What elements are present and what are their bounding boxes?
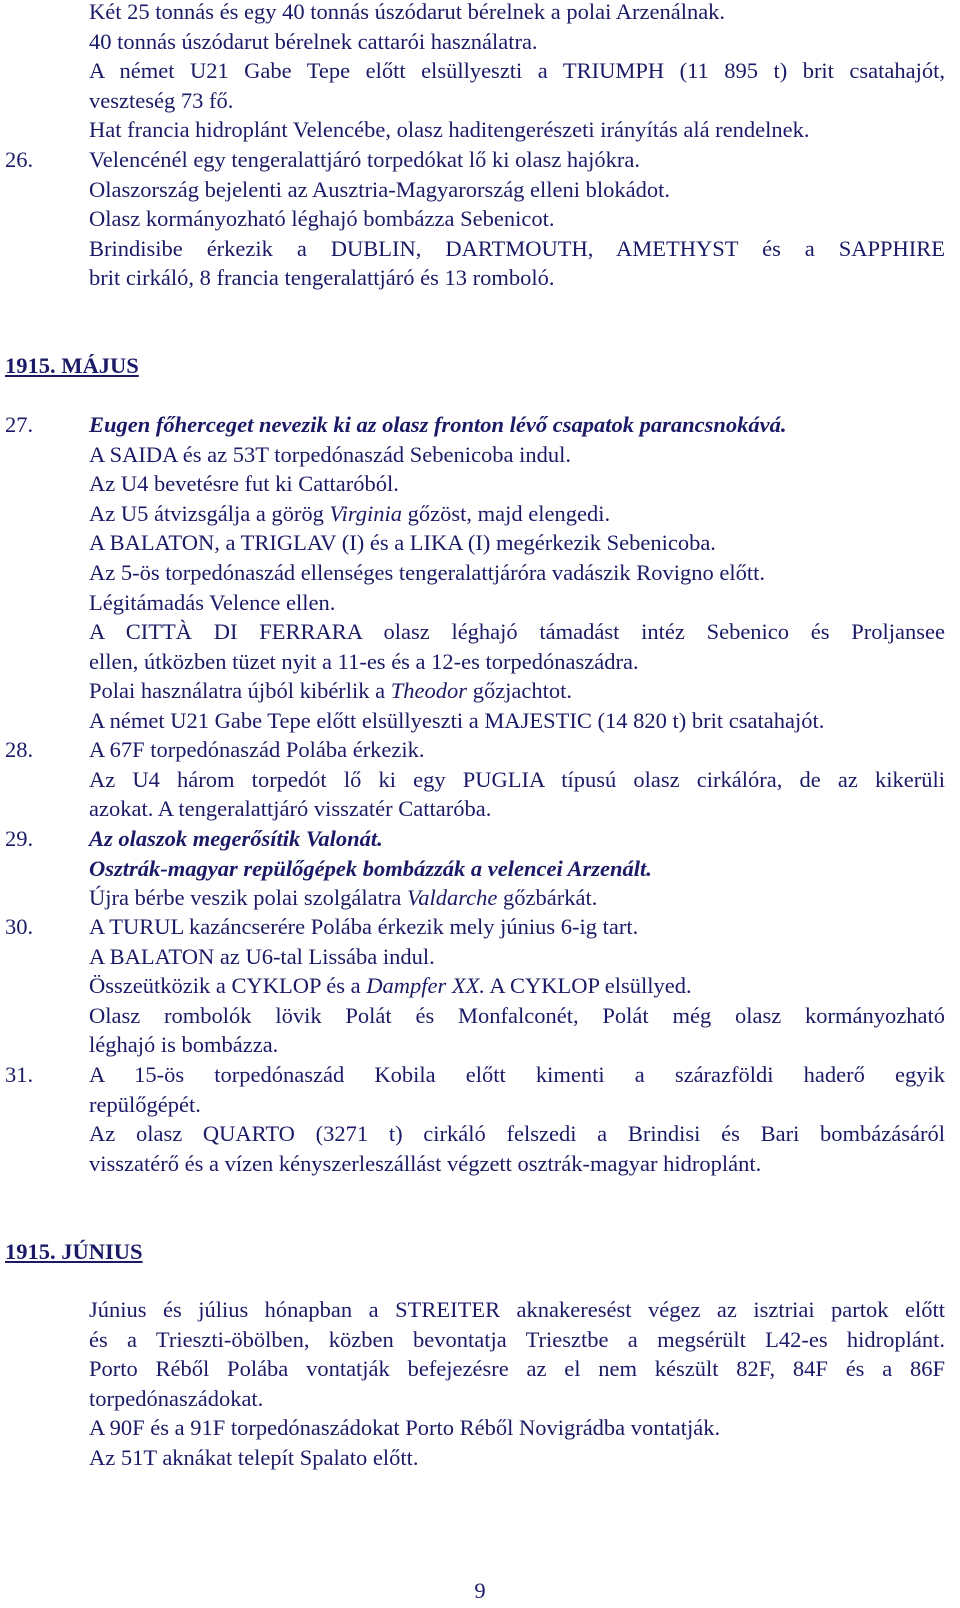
text-line: és a Trieszti-öbölben, közben bevontatja Triesztbe a megsérült L42-es hidroplánt.	[89, 1326, 945, 1352]
day-number: 29.	[5, 826, 34, 851]
text-line: A BALATON, a TRIGLAV (I) és a LIKA (I) megérkezik Sebenicoba.	[89, 530, 716, 556]
text-line: Porto Réből Polába vontatják befejezésre az el nem készült 82F, 84F és a 86F	[89, 1356, 945, 1382]
ship-name: Dampfer XX.	[366, 973, 485, 999]
text-line: A 67F torpedónaszád Polába érkezik.	[89, 737, 425, 762]
text-line: Összeütközik a CYKLOP és a Dampfer XX. A CYKLOP elsüllyed.	[89, 973, 692, 999]
text-line: Június és július hónapban a STREITER aknakeresést végez az isztriai partok előtt	[89, 1297, 945, 1322]
text-line: Az U4 három torpedót lő ki egy PUGLIA típusú olasz cirkálóra, de az kikerüli	[89, 766, 945, 792]
text-line: Az 5-ös torpedónaszád ellenséges tengeralattjáróra vadászik Rovigno előtt.	[89, 559, 766, 585]
text-line: Hat francia hidroplánt Velencébe, olasz haditengerészeti irányítás alá rendelnek.	[89, 117, 810, 143]
text-line: A BALATON az U6-tal Lissába indul.	[89, 943, 435, 969]
text-line-bold: Az olaszok megerősítik Valonát.	[89, 826, 383, 851]
day-number: 31.	[5, 1062, 34, 1087]
text-line: torpedónaszádokat.	[89, 1385, 264, 1411]
day-number: 30.	[5, 914, 34, 939]
text-line-bold: Eugen főherceget nevezik ki az olasz fronton lévő csapatok parancsnokává.	[89, 412, 787, 437]
text-line: Két 25 tonnás és egy 40 tonnás úszódarut bérelnek a polai Arzenálnak.	[89, 0, 726, 24]
text-line: Velencénél egy tengeralattjáró torpedókat lő ki olasz hajókra.	[89, 147, 641, 172]
text-line: Légitámadás Velence ellen.	[89, 589, 336, 615]
day-number: 26.	[5, 147, 34, 172]
section-heading-majus: 1915. MÁJUS	[5, 353, 139, 378]
text-line: Olasz kormányozható léghajó bombázza Sebenicot.	[89, 206, 555, 232]
text-line: Az olasz QUARTO (3271 t) cirkáló felszedi a Brindisi és Bari bombázásáról	[89, 1121, 945, 1147]
day-number: 27.	[5, 412, 34, 437]
ship-name: Theodor	[390, 678, 468, 704]
text-line: ellen, útközben tüzet nyit a 11-es és a 12-es torpedónaszádra.	[89, 648, 639, 674]
text-line: A német U21 Gabe Tepe előtt elsüllyeszti a MAJESTIC (14 820 t) brit csatahajót.	[89, 707, 825, 733]
text-line: A 90F és a 91F torpedónaszádokat Porto Réből Novigrádba vontatják.	[89, 1415, 721, 1441]
ship-name: Valdarche	[407, 885, 498, 911]
section-heading-junius: 1915. JÚNIUS	[5, 1239, 143, 1264]
text-line: brit cirkáló, 8 francia tengeralattjáró és 13 romboló.	[89, 265, 555, 291]
text-line: Az U5 átvizsgálja a görög Virginia gőzöst, majd elengedi.	[89, 500, 611, 526]
text-line: 40 tonnás úszódarut bérelnek cattarói használatra.	[89, 28, 538, 54]
text-line: léghajó is bombázza.	[89, 1032, 279, 1058]
text-line: Brindisibe érkezik a DUBLIN, DARTMOUTH, AMETHYST és a SAPPHIRE	[89, 235, 945, 261]
text-line: Olaszország bejelenti az Ausztria-Magyarország elleni blokádot.	[89, 176, 671, 202]
text-line: A CITTÀ DI FERRARA olasz léghajó támadást intéz Sebenico és Proljansee	[89, 619, 945, 645]
text-line: repülőgépét.	[89, 1091, 201, 1117]
text-line: Az U4 bevetésre fut ki Cattaróból.	[89, 471, 399, 497]
text-line: Olasz rombolók lövik Polát és Monfalconét, Polát még olasz kormányozható	[89, 1002, 945, 1028]
text-line: Az 51T aknákat telepít Spalato előtt.	[89, 1444, 419, 1470]
text-line: Polai használatra újból kibérlik a Theodor gőzjachtot.	[89, 678, 573, 704]
text-line: Újra bérbe veszik polai szolgálatra Valdarche gőzbárkát.	[89, 885, 598, 911]
text-line: A német U21 Gabe Tepe előtt elsüllyeszti a TRIUMPH (11 895 t) brit csatahajót,	[89, 58, 945, 84]
text-line: A 15-ös torpedónaszád Kobila előtt kimenti a szárazföldi haderő egyik	[89, 1062, 945, 1087]
day-number: 28.	[5, 737, 34, 762]
ship-name: Virginia	[329, 500, 403, 526]
text-line: visszatérő és a vízen kényszerleszállást végzett osztrák-magyar hidroplánt.	[89, 1150, 762, 1176]
text-line: A TURUL kazáncserére Polába érkezik mely június 6-ig tart.	[89, 914, 639, 939]
text-line: azokat. A tengeralattjáró visszatér Cattaróba.	[89, 796, 492, 822]
text-line: A SAIDA és az 53T torpedónaszád Sebenicoba indul.	[89, 441, 571, 467]
page-number: 9	[474, 1578, 486, 1603]
text-line-bold: Osztrák-magyar repülőgépek bombázzák a velencei Arzenált.	[89, 855, 652, 881]
text-line: veszteség 73 fő.	[89, 87, 234, 113]
